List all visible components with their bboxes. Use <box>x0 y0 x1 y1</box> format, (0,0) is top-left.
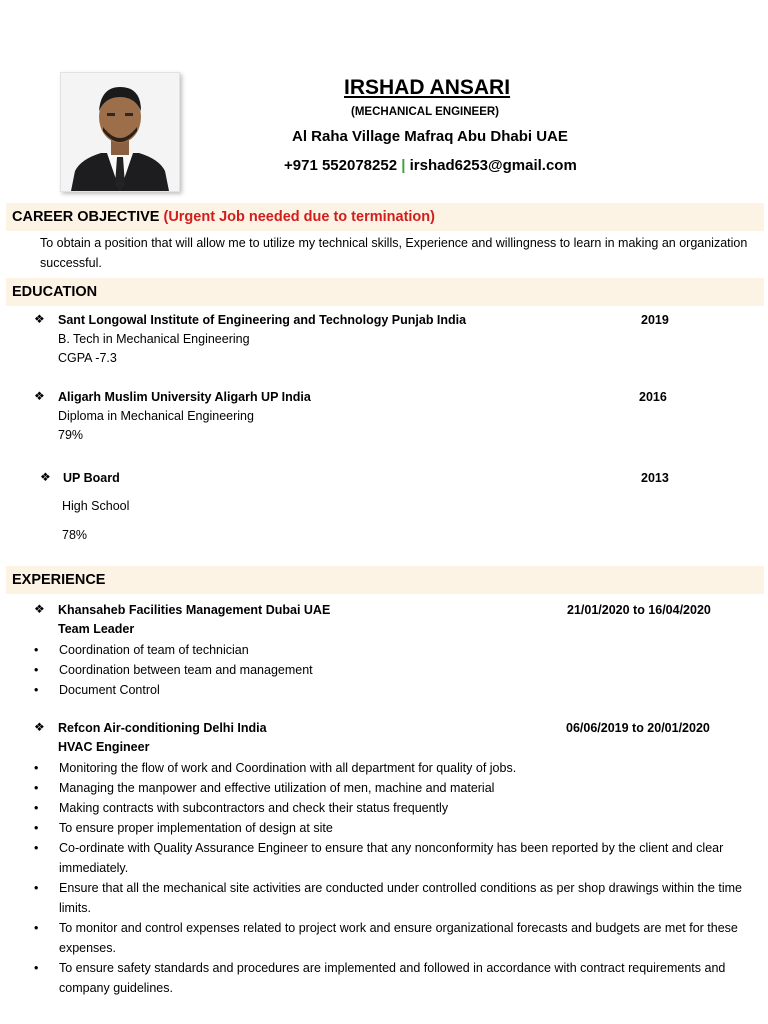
diamond-bullet-icon: ❖ <box>34 312 45 326</box>
job-position: Team Leader <box>58 622 135 636</box>
candidate-address: Al Raha Village Mafraq Abu Dhabi UAE <box>292 128 568 145</box>
section-education <box>6 278 764 306</box>
candidate-role: (MECHANICAL ENGINEER) <box>351 106 500 118</box>
section-career-objective <box>6 203 764 231</box>
duty-text: To ensure proper implementation of design at site <box>59 821 333 835</box>
bullet-icon: • <box>34 683 39 697</box>
bullet-icon: • <box>34 801 39 815</box>
email-address[interactable]: irshad6253@gmail.com <box>409 157 577 174</box>
education-title: EDUCATION <box>12 284 98 300</box>
duty-text: Ensure that all the mechanical site activities are conducted under controlled conditions as per shop drawings within the time limits. <box>59 881 743 915</box>
duty-text: Coordination between team and management <box>59 663 313 677</box>
list-item <box>34 758 750 778</box>
profile-photo <box>60 72 180 192</box>
diamond-bullet-icon: ❖ <box>40 470 51 484</box>
list-item <box>34 640 750 660</box>
diamond-bullet-icon: ❖ <box>34 389 45 403</box>
candidate-name: IRSHAD ANSARI <box>344 76 511 99</box>
job-dates: 21/01/2020 to 16/04/2020 <box>567 603 711 617</box>
list-item <box>34 798 750 818</box>
bullet-icon: • <box>34 961 39 975</box>
list-item <box>34 680 750 700</box>
list-item <box>34 778 750 798</box>
education-year: 2016 <box>639 390 667 404</box>
list-item <box>34 660 750 680</box>
job-position: HVAC Engineer <box>58 740 150 754</box>
job-dates: 06/06/2019 to 20/01/2020 <box>566 721 710 735</box>
education-degree: Diploma in Mechanical Engineering <box>58 409 254 423</box>
list-item <box>34 818 750 838</box>
duty-text: Managing the manpower and effective utilization of men, machine and material <box>59 781 495 795</box>
duty-text: Coordination of team of technician <box>59 643 249 657</box>
contact-separator: | <box>401 157 406 174</box>
education-year: 2019 <box>641 313 669 327</box>
bullet-icon: • <box>34 921 39 935</box>
section-title <box>12 209 435 225</box>
education-degree: High School <box>62 499 130 513</box>
list-item <box>34 878 750 918</box>
career-objective-title: CAREER OBJECTIVE <box>12 209 160 225</box>
education-institution: UP Board <box>63 471 120 485</box>
education-score: CGPA -7.3 <box>58 351 117 365</box>
list-item <box>34 958 750 998</box>
education-institution: Sant Longowal Institute of Engineering and Technology Punjab India <box>58 313 467 327</box>
education-score: 79% <box>58 428 84 442</box>
job-company: Refcon Air-conditioning Delhi India <box>58 721 267 735</box>
bullet-icon: • <box>34 881 39 895</box>
experience-title: EXPERIENCE <box>12 572 106 588</box>
contact-line <box>284 157 577 174</box>
duty-text: To monitor and control expenses related to project work and ensure organizational forecasts and budgets are met for these expenses. <box>59 921 738 955</box>
bullet-icon: • <box>34 841 39 855</box>
bullet-icon: • <box>34 761 39 775</box>
duty-text: Co-ordinate with Quality Assurance Engineer to ensure that any nonconformity has been reported by the client and clear immediately. <box>59 841 724 875</box>
job-duties-list <box>34 758 750 998</box>
education-degree: B. Tech in Mechanical Engineering <box>58 332 250 346</box>
phone-number: +971 552078252 <box>284 157 398 174</box>
bullet-icon: • <box>34 663 39 677</box>
career-objective-text: To obtain a position that will allow me to utilize my technical skills, Experience and willingness to learn in making an organization successful. <box>40 236 748 270</box>
education-year: 2013 <box>641 471 669 485</box>
diamond-bullet-icon: ❖ <box>34 720 45 734</box>
education-institution: Aligarh Muslim University Aligarh UP India <box>58 390 311 404</box>
list-item <box>34 838 750 878</box>
list-item <box>34 918 750 958</box>
duty-text: Document Control <box>59 683 160 697</box>
section-experience <box>6 566 764 594</box>
job-duties-list <box>34 640 750 700</box>
bullet-icon: • <box>34 781 39 795</box>
diamond-bullet-icon: ❖ <box>34 602 45 616</box>
education-score: 78% <box>62 528 88 542</box>
urgent-note: (Urgent Job needed due to termination) <box>163 209 435 225</box>
bullet-icon: • <box>34 821 39 835</box>
duty-text: Monitoring the flow of work and Coordination with all department for quality of jobs. <box>59 761 517 775</box>
job-company: Khansaheb Facilities Management Dubai UAE <box>58 603 331 617</box>
duty-text: Making contracts with subcontractors and check their status frequently <box>59 801 449 815</box>
bullet-icon: • <box>34 643 39 657</box>
duty-text: To ensure safety standards and procedures are implemented and followed in accordance with contract requirements and company guidelines. <box>59 961 726 995</box>
